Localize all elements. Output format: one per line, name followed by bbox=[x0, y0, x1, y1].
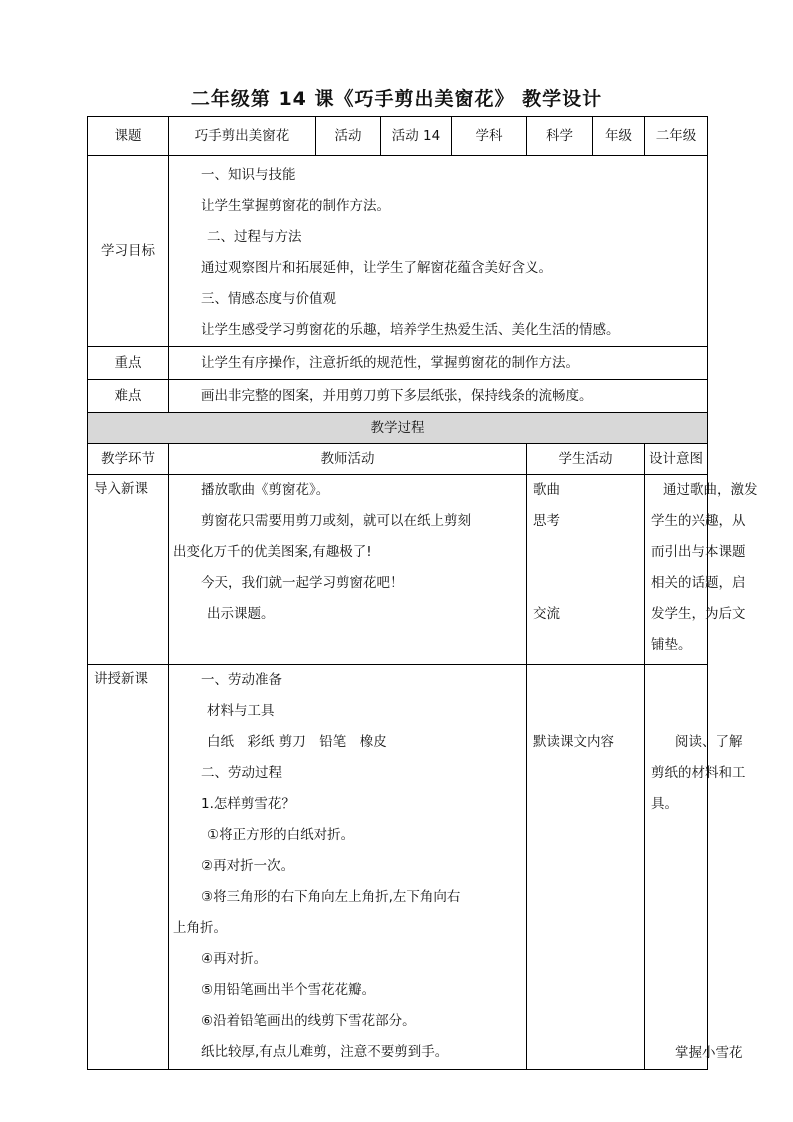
intro-teacher-line: 出变化万千的优美图案,有趣极了! bbox=[173, 544, 372, 560]
lesson-teacher-line: ⑤用铅笔画出半个雪花花瓣。 bbox=[201, 982, 376, 998]
key-point-row bbox=[88, 347, 708, 380]
difficulty-label: 难点 bbox=[88, 380, 169, 413]
lesson-intent-line: 阅读、了解 bbox=[675, 734, 743, 750]
goals-label: 学习目标 bbox=[88, 156, 169, 347]
intro-intent-line: 铺垫。 bbox=[651, 637, 692, 653]
col-intent: 设计意图 bbox=[645, 444, 708, 475]
activity-label: 活动 bbox=[316, 117, 381, 156]
lesson-teacher-line: ③将三角形的右下角向左上角折,左下角向右 bbox=[201, 889, 461, 905]
grade-value: 二年级 bbox=[645, 117, 708, 156]
lesson-teacher-line: 1.怎样剪雪花？ bbox=[201, 796, 295, 812]
intro-intent bbox=[645, 475, 758, 665]
lesson-student-text: 默读课文内容 bbox=[533, 734, 614, 750]
subject-label: 学科 bbox=[452, 117, 527, 156]
col-student: 学生活动 bbox=[527, 444, 645, 475]
intro-student-line: 交流 bbox=[533, 606, 560, 622]
intro-row bbox=[88, 475, 708, 665]
lesson-student bbox=[527, 665, 645, 1070]
lesson-teacher-line: ⑥沿着铅笔画出的线剪下雪花部分。 bbox=[201, 1013, 416, 1029]
intro-intent-line: 相关的话题，启 bbox=[651, 575, 746, 591]
intro-teacher-line: 今天，我们就一起学习剪窗花吧！ bbox=[201, 575, 404, 591]
difficulty-row bbox=[88, 380, 708, 413]
key-point-cell bbox=[169, 347, 708, 380]
lesson-teacher-line: 材料与工具 bbox=[207, 703, 275, 719]
goals-content bbox=[169, 156, 708, 347]
intro-stage: 导入新课 bbox=[88, 475, 169, 665]
goals-line: 二、过程与方法 bbox=[207, 229, 302, 245]
intro-teacher bbox=[169, 475, 527, 665]
intro-teacher-line: 剪窗花只需要用剪刀或刻，就可以在纸上剪刻 bbox=[201, 513, 471, 529]
lesson-stage: 讲授新课 bbox=[88, 665, 169, 1070]
goals-row bbox=[88, 156, 708, 347]
lesson-plan-table bbox=[87, 116, 758, 1070]
lesson-teacher-line: ①将正方形的白纸对折。 bbox=[207, 827, 355, 843]
intro-intent-line: 学生的兴趣，从 bbox=[651, 513, 746, 529]
lesson-teacher-line: 上角折。 bbox=[173, 920, 227, 936]
process-header-row bbox=[88, 444, 708, 475]
goals-line: 一、知识与技能 bbox=[201, 167, 296, 183]
lesson-teacher-line: 纸比较厚,有点儿难剪，注意不要剪到手。 bbox=[201, 1044, 449, 1060]
intro-intent-line: 发学生，为后文 bbox=[651, 606, 746, 622]
goals-line: 让学生感受学习剪窗花的乐趣，培养学生热爱生活、美化生活的情感。 bbox=[201, 322, 620, 338]
lesson-teacher-line: 二、劳动过程 bbox=[201, 765, 282, 781]
lesson-intent-bottom: 掌握小雪花 bbox=[675, 1045, 743, 1061]
grade-label: 年级 bbox=[593, 117, 645, 156]
lesson-teacher bbox=[169, 665, 527, 1070]
col-teacher: 教师活动 bbox=[169, 444, 527, 475]
key-point-text: 让学生有序操作，注意折纸的规范性，掌握剪窗花的制作方法。 bbox=[201, 354, 579, 371]
process-title-row bbox=[88, 413, 708, 444]
course-value: 巧手剪出美窗花 bbox=[169, 117, 316, 156]
process-title: 教学过程 bbox=[88, 413, 708, 444]
difficulty-text: 画出非完整的图案，并用剪刀剪下多层纸张，保持线条的流畅度。 bbox=[201, 387, 593, 404]
intro-teacher-line: 出示课题。 bbox=[207, 606, 275, 622]
key-point-label: 重点 bbox=[88, 347, 169, 380]
lesson-intent-line: 具。 bbox=[651, 796, 678, 812]
difficulty-cell bbox=[169, 380, 708, 413]
goals-line: 让学生掌握剪窗花的制作方法。 bbox=[201, 198, 390, 214]
header-row bbox=[88, 117, 708, 156]
intro-teacher-line: 播放歌曲《剪窗花》。 bbox=[201, 482, 330, 498]
goals-line: 通过观察图片和拓展延伸，让学生了解窗花蕴含美好含义。 bbox=[201, 260, 552, 276]
lesson-teacher-line: 白纸 彩纸 剪刀 铅笔 橡皮 bbox=[207, 734, 387, 750]
lesson-teacher-line: 一、劳动准备 bbox=[201, 672, 282, 688]
lesson-teacher-line: ④再对折。 bbox=[201, 951, 268, 967]
lesson-intent bbox=[645, 665, 746, 1070]
intro-intent-line: 而引出与本课题 bbox=[651, 544, 746, 560]
intro-student bbox=[527, 475, 645, 665]
lesson-row bbox=[88, 665, 708, 1070]
intro-intent-line: 通过歌曲，激发 bbox=[663, 482, 758, 498]
lesson-teacher-line: ②再对折一次。 bbox=[201, 858, 295, 874]
course-label: 课题 bbox=[88, 117, 169, 156]
subject-value: 科学 bbox=[527, 117, 593, 156]
intro-student-line: 思考 bbox=[533, 513, 560, 529]
goals-line: 三、情感态度与价值观 bbox=[201, 291, 336, 307]
intro-student-line: 歌曲 bbox=[533, 482, 560, 498]
lesson-intent-line: 剪纸的材料和工 bbox=[651, 765, 746, 781]
activity-value: 活动 14 bbox=[381, 117, 452, 156]
page-title: 二年级第 14 课《巧手剪出美窗花》 教学设计 bbox=[190, 88, 603, 110]
col-stage: 教学环节 bbox=[88, 444, 169, 475]
